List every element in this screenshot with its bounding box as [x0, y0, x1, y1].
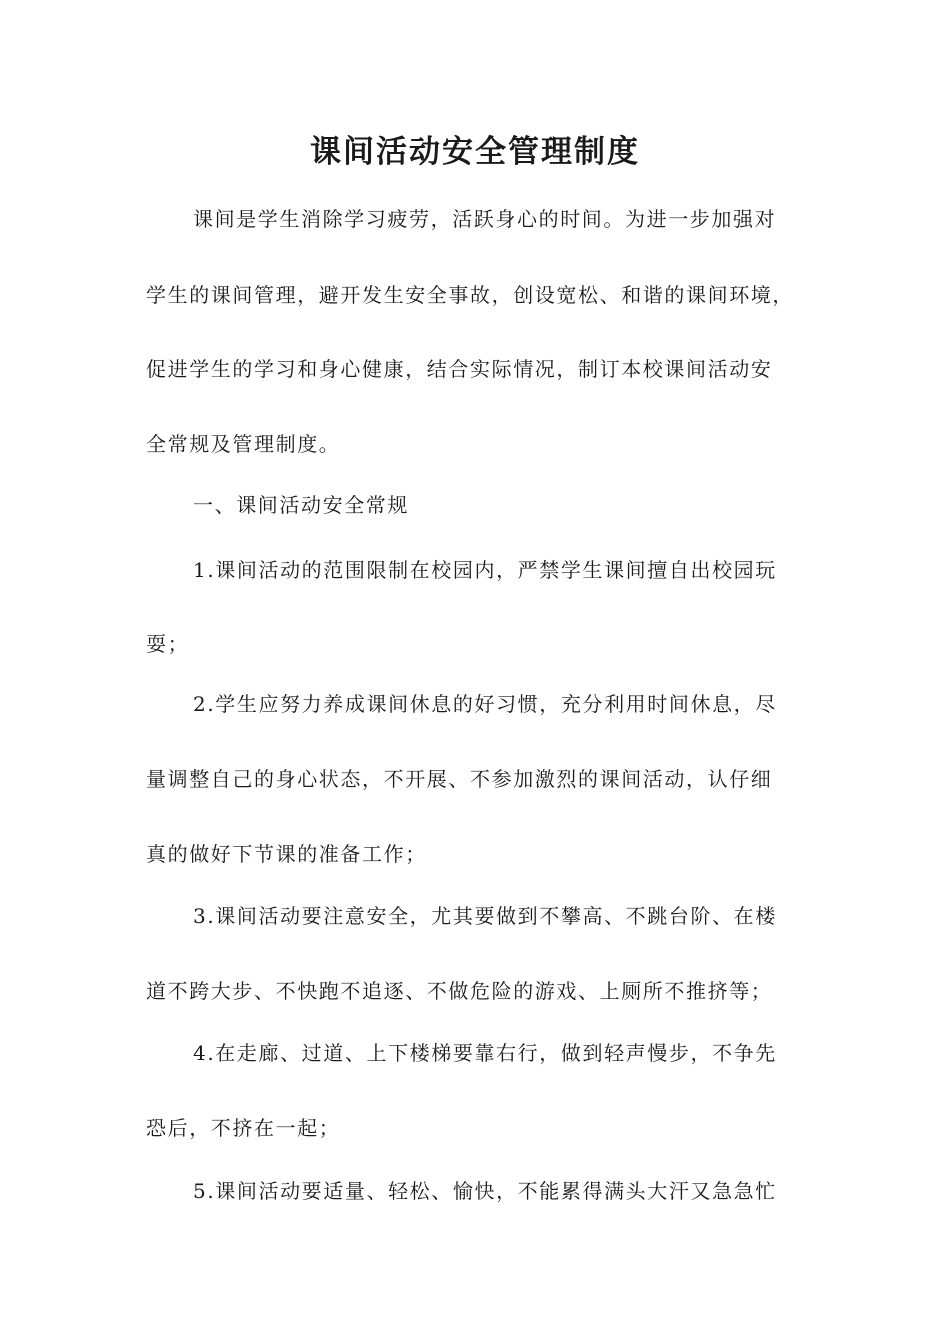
paragraph-line: 1.课间活动的范围限制在校园内，严禁学生课间擅自出校园玩	[193, 558, 777, 582]
paragraph-line: 3.课间活动要注意安全，尤其要做到不攀高、不跳台阶、在楼	[193, 904, 777, 928]
paragraph-line: 道不跨大步、不快跑不追逐、不做危险的游戏、上厕所不推挤等；	[146, 979, 773, 1003]
paragraph-line: 恐后，不挤在一起；	[146, 1116, 341, 1140]
paragraph-line: 真的做好下节课的准备工作；	[146, 842, 427, 866]
paragraph-line: 5.课间活动要适量、轻松、愉快，不能累得满头大汗又急急忙	[193, 1179, 777, 1203]
section-heading: 一、课间活动安全常规	[193, 493, 409, 517]
paragraph-line: 量调整自己的身心状态，不开展、不参加激烈的课间活动，认仔细	[146, 767, 773, 791]
paragraph-line: 2.学生应努力养成课间休息的好习惯，充分利用时间休息，尽	[193, 692, 777, 716]
paragraph-line: 全常规及管理制度。	[146, 432, 341, 456]
document-title: 课间活动安全管理制度	[310, 134, 640, 170]
paragraph-line: 促进学生的学习和身心健康，结合实际情况，制订本校课间活动安	[146, 357, 773, 381]
paragraph-line: 学生的课间管理，避开发生安全事故，创设宽松、和谐的课间环境，	[146, 283, 794, 307]
paragraph-line: 耍；	[146, 632, 190, 656]
paragraph-line: 4.在走廊、过道、上下楼梯要靠右行，做到轻声慢步，不争先	[193, 1041, 777, 1065]
paragraph-line: 课间是学生消除学习疲劳，活跃身心的时间。为进一步加强对	[193, 207, 777, 231]
